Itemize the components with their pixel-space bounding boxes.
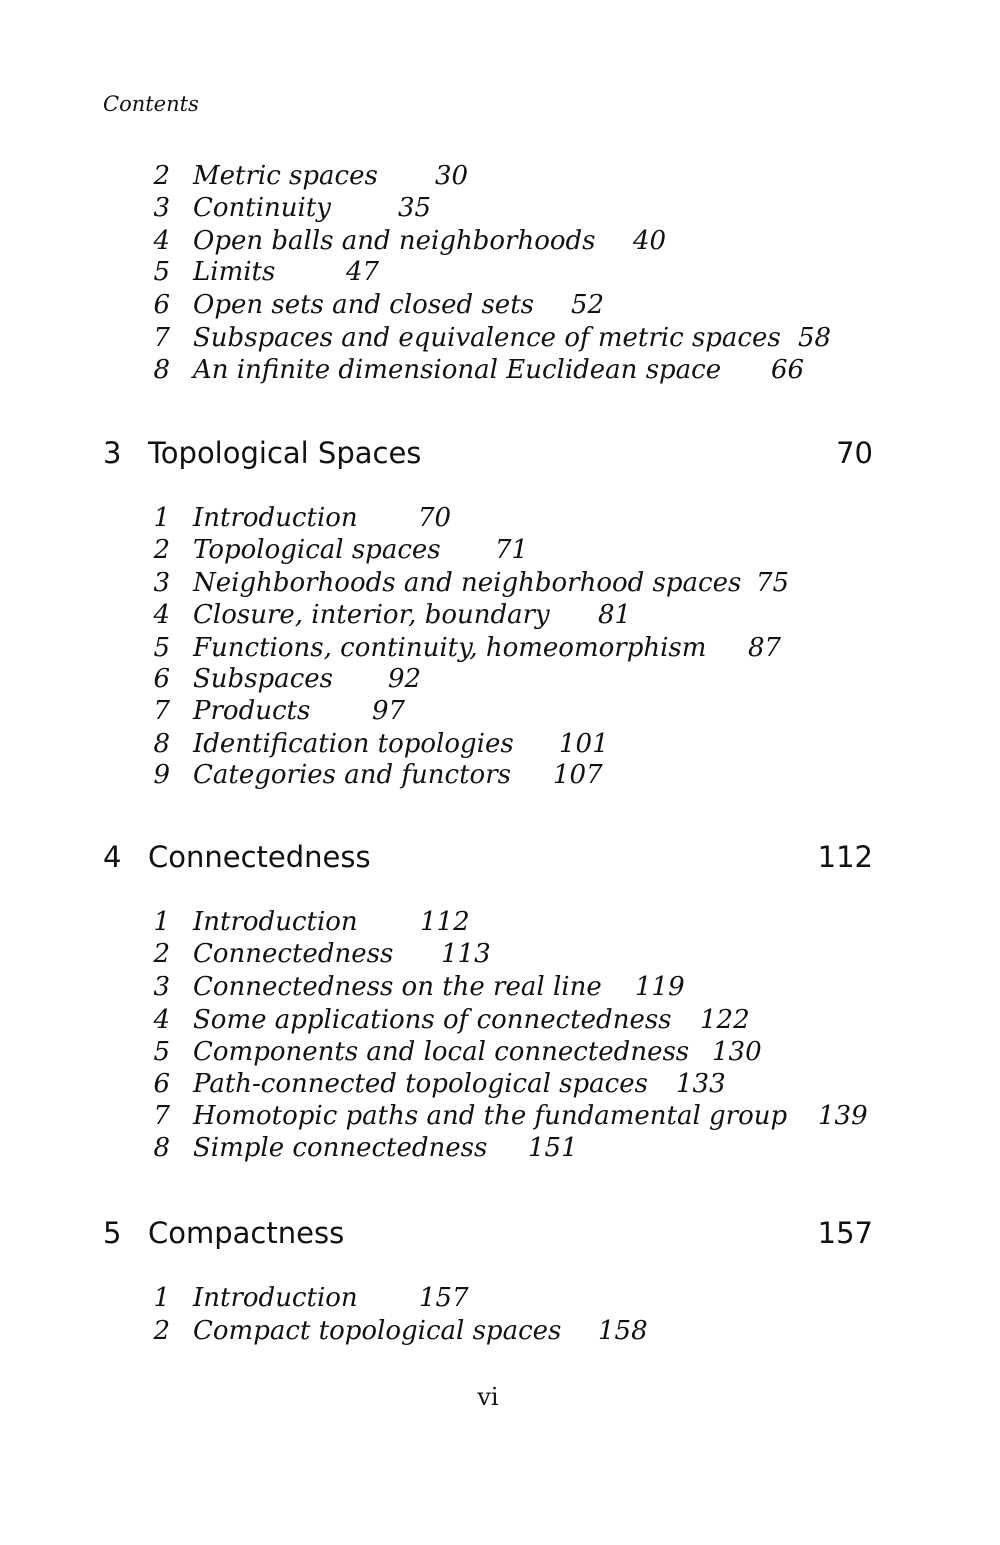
section-title: Limits [193,257,276,287]
section-title: Continuity [193,193,331,223]
section-title: Open balls and neighborhoods [193,226,596,256]
section-title: Components and local connectedness [193,1037,690,1067]
section-page-number: 92 [388,664,422,694]
section-page-number: 75 [756,568,790,598]
section-title: Neighborhoods and neighborhood spaces [193,568,742,598]
section-title: Some applications of connectedness [193,1005,672,1035]
section-title: Categories and functors [193,760,511,790]
section-title: Closure, interior, boundary [193,600,550,630]
section-page-number: 87 [748,633,782,663]
section-number: 8 [153,1133,170,1163]
section-title: Metric spaces [193,161,378,191]
chapter-page-number: 70 [836,436,873,470]
section-page-number: 66 [771,355,805,385]
section-page-number: 158 [598,1316,648,1346]
running-head: Contents [103,92,199,116]
section-page-number: 70 [418,503,452,533]
section-page-number: 52 [571,290,605,320]
section-number: 7 [153,696,170,726]
section-page-number: 101 [559,729,609,759]
section-page-number: 151 [528,1133,578,1163]
section-page-number: 139 [818,1101,868,1131]
section-title: Topological spaces [193,535,441,565]
section-title: Introduction [193,503,358,533]
chapter-page-number: 112 [817,840,873,874]
section-number: 6 [153,1069,170,1099]
section-title: Introduction [193,907,358,937]
section-number: 2 [153,1316,170,1346]
chapter-number: 5 [103,1216,122,1250]
section-number: 7 [153,1101,170,1131]
section-number: 2 [153,161,170,191]
section-title: Identification topologies [193,729,514,759]
section-number: 4 [153,600,170,630]
chapter-page-number: 157 [817,1216,873,1250]
chapter-title: Compactness [148,1216,345,1250]
section-number: 2 [153,535,170,565]
section-page-number: 113 [441,939,491,969]
section-title: Homotopic paths and the fundamental group [193,1101,788,1131]
section-title: Connectedness [193,939,394,969]
section-page-number: 157 [419,1283,469,1313]
section-number: 3 [153,568,170,598]
section-number: 8 [153,729,170,759]
section-page-number: 112 [420,907,470,937]
section-number: 1 [153,1283,170,1313]
section-page-number: 107 [553,760,603,790]
section-title: An infinite dimensional Euclidean space [193,355,722,385]
section-title: Simple connectedness [193,1133,488,1163]
section-page-number: 81 [598,600,632,630]
section-number: 3 [153,972,170,1002]
section-number: 4 [153,226,170,256]
section-number: 7 [153,323,170,353]
section-page-number: 35 [398,193,432,223]
section-title: Connectedness on the real line [193,972,602,1002]
section-number: 6 [153,664,170,694]
section-page-number: 58 [798,323,832,353]
section-number: 5 [153,1037,170,1067]
section-title: Functions, continuity, homeomorphism [193,633,707,663]
section-title: Compact topological spaces [193,1316,562,1346]
section-number: 6 [153,290,170,320]
section-page-number: 71 [495,535,529,565]
section-page-number: 47 [346,257,380,287]
chapter-title: Connectedness [148,840,371,874]
section-number: 3 [153,193,170,223]
section-number: 2 [153,939,170,969]
section-number: 1 [153,503,170,533]
section-number: 1 [153,907,170,937]
section-number: 9 [153,760,170,790]
section-title: Subspaces [193,664,333,694]
chapter-number: 3 [103,436,122,470]
section-page-number: 40 [633,226,667,256]
section-number: 4 [153,1005,170,1035]
chapter-number: 4 [103,840,122,874]
page-folio: vi [477,1383,499,1411]
section-page-number: 122 [700,1005,750,1035]
section-title: Path-connected topological spaces [193,1069,648,1099]
section-title: Open sets and closed sets [193,290,534,320]
section-page-number: 119 [635,972,685,1002]
section-number: 8 [153,355,170,385]
section-title: Subspaces and equivalence of metric spaces [193,323,781,353]
section-page-number: 133 [676,1069,726,1099]
section-number: 5 [153,633,170,663]
chapter-title: Topological Spaces [148,436,422,470]
section-page-number: 97 [372,696,406,726]
section-number: 5 [153,257,170,287]
section-page-number: 30 [435,161,469,191]
section-title: Products [193,696,311,726]
section-title: Introduction [193,1283,358,1313]
section-page-number: 130 [712,1037,762,1067]
